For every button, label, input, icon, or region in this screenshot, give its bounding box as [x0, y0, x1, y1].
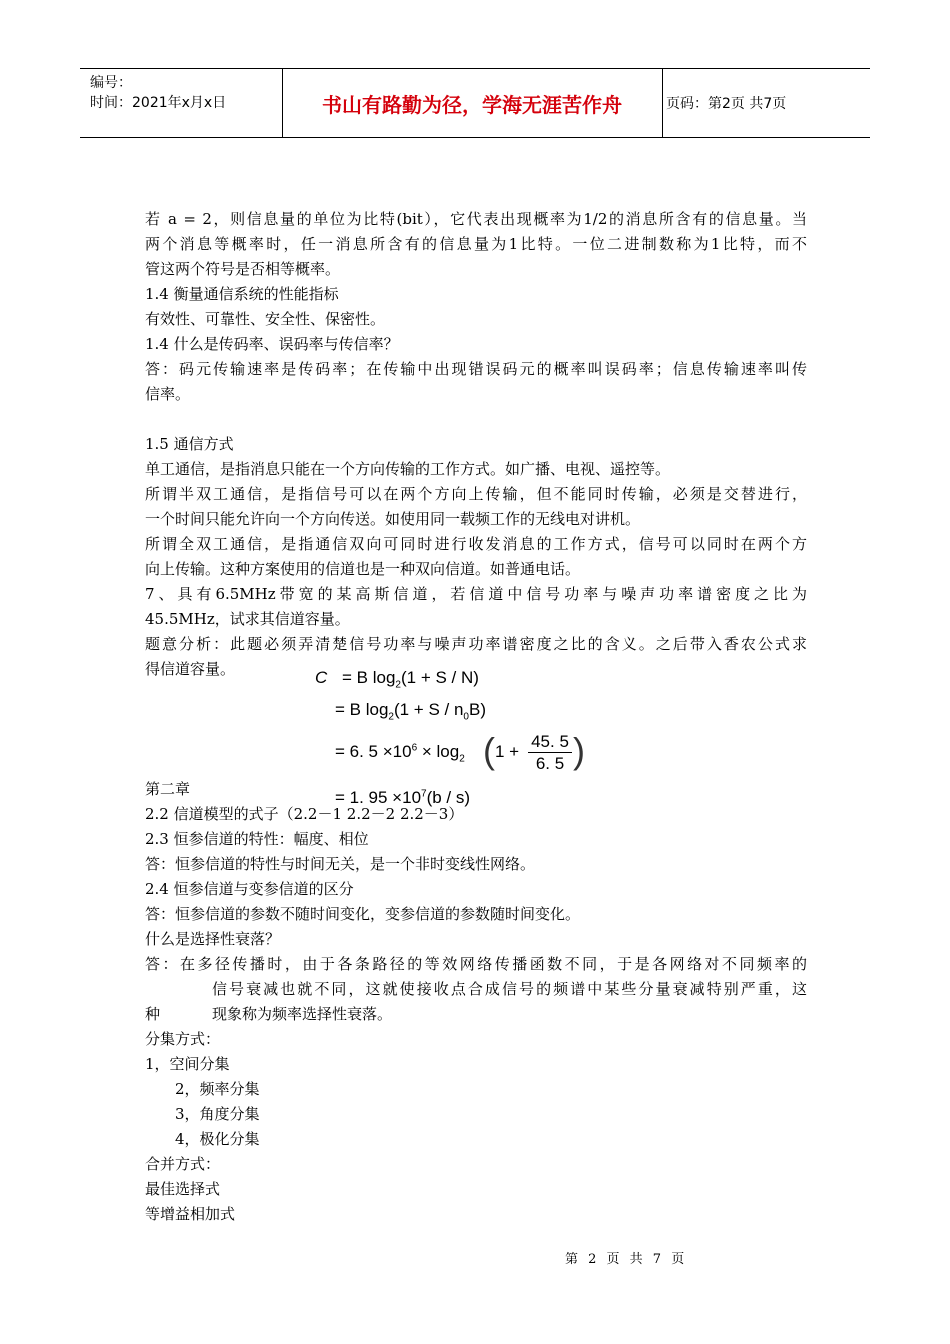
text-line: 有效性、可靠性、安全性、保密性。 [145, 310, 386, 328]
section-heading: 1.4 衡量通信系统的性能指标 [145, 285, 339, 303]
formula-term: = B log [335, 700, 389, 719]
section-heading: 分集方式： [145, 1030, 221, 1048]
header-motto: 书山有路勤为径，学海无涯苦作舟 [322, 92, 622, 117]
formula-one-plus: 1 + [495, 742, 520, 761]
formula-term: (b / s) [426, 788, 471, 807]
answer-line: 答：在多径传播时，由于各条路径的等效网络传播函数不同，于是各网络对不同频率的 [145, 955, 807, 973]
answer-line: 答：恒参信道的特性与时间无关，是一个非时变线性网络。 [145, 855, 536, 873]
formula-sub: 2 [395, 679, 401, 691]
chapter-heading: 第二章 [145, 780, 191, 798]
text-line: 一个时间只能允许向一个方向传送。如使用同一载频工作的无线电对讲机。 [145, 510, 641, 528]
question-heading: 什么是选择性衰落？ [145, 930, 281, 948]
time-label: 时间：2021年x月x日 [90, 95, 227, 111]
text-line: 两个消息等概率时，任一消息所含有的信息量为1比特。一位二进制数称为1比特，而不 [145, 235, 807, 253]
header-left-cell [90, 73, 226, 113]
problem-line: 45.5MHz，试求其信道容量。 [145, 610, 350, 628]
shannon-formula [315, 668, 635, 818]
formula-term: = B log [342, 668, 396, 687]
list-item: 2，频率分集 [175, 1080, 260, 1098]
section-heading: 2.3 恒参信道的特性：幅度、相位 [145, 830, 369, 848]
formula-row-4 [335, 788, 470, 808]
formula-term: (1 + S / n [393, 700, 464, 719]
list-item: 4，极化分集 [175, 1130, 260, 1148]
section-heading: 2.4 恒参信道与变参信道的区分 [145, 880, 354, 898]
formula-row-2 [335, 700, 486, 722]
answer-line-text: 现象称为频率选择性衰落。 [212, 1005, 393, 1023]
fraction-numerator: 45. 5 [528, 732, 572, 753]
answer-line [145, 1002, 807, 1027]
problem-line: 7、具有6.5MHz带宽的某高斯信道，若信道中信号功率与噪声功率谱密度之比为 [145, 585, 807, 603]
answer-line: 信率。 [145, 385, 191, 403]
answer-line: 答：码元传输速率是传码率；在传输中出现错误码元的概率叫误码率；信息传输速率叫传 [145, 360, 807, 378]
formula-sub: 0 [463, 711, 469, 723]
formula-row-1 [315, 668, 479, 690]
page-header [80, 68, 870, 138]
page-footer: 第 2 页 共 7 页 [565, 1252, 688, 1267]
list-item: 1，空间分集 [145, 1055, 230, 1073]
text-line: 所谓半双工通信，是指信号可以在两个方向上传输，但不能同时传输，必须是交替进行， [145, 485, 807, 503]
header-divider [662, 69, 663, 137]
section-heading: 合并方式： [145, 1155, 221, 1173]
formula-row-3 [335, 742, 465, 764]
analysis-line: 得信道容量。 [145, 660, 236, 678]
list-item: 最佳选择式 [145, 1180, 221, 1198]
formula-term: = 1. 95 ×10 [335, 788, 422, 807]
formula-term: × log [421, 742, 460, 761]
formula-exp: 7 [421, 788, 427, 800]
analysis-line: 题意分析：此题必须弄清楚信号功率与噪声功率谱密度之比的含义。之后带入香农公式求 [145, 635, 807, 653]
question-heading: 1.4 什么是传码率、误码率与传信率？ [145, 335, 399, 353]
answer-line-lead: 种 [145, 1005, 161, 1023]
formula-exp: 6 [411, 742, 418, 754]
section-heading: 2.2 信道模型的式子（2.2－1 2.2－2 2.2－3） [145, 805, 464, 823]
paren-right: ) [573, 730, 585, 771]
text-line: 所谓全双工通信，是指通信双向可同时进行收发消息的工作方式，信号可以同时在两个方 [145, 535, 807, 553]
formula-sub: 2 [388, 711, 394, 723]
text-line: 向上传输。这种方案使用的信道也是一种双向信道。如普通电话。 [145, 560, 581, 578]
answer-line: 答：恒参信道的参数不随时间变化，变参信道的参数随时间变化。 [145, 905, 581, 923]
fraction [528, 732, 572, 775]
fraction-denominator: 6. 5 [535, 754, 565, 773]
list-item: 等增益相加式 [145, 1205, 236, 1223]
blank-line [145, 407, 807, 432]
text-line: 单工通信，是指消息只能在一个方向传输的工作方式。如广播、电视、遥控等。 [145, 460, 671, 478]
number-label: 编号： [90, 75, 132, 91]
header-page-info: 页码：第2页 共7页 [666, 96, 787, 112]
formula-term: (1 + S / N) [400, 668, 479, 687]
text-line: 管这两个符号是否相等概率。 [145, 260, 341, 278]
list-item: 3，角度分集 [175, 1105, 260, 1123]
formula-term: = 6. 5 ×10 [335, 742, 412, 761]
answer-line: 信号衰减也就不同，这就使接收点合成信号的频谱中某些分量衰减特别严重，这 [212, 980, 807, 998]
paren-left: ( [483, 730, 495, 771]
formula-term: B) [468, 700, 486, 719]
formula-lhs: C [315, 668, 328, 687]
text-line: 若 a = 2，则信息量的单位为比特(bit），它代表出现概率为1/2的消息所含有的信息量。当 [145, 210, 807, 228]
formula-sub: 2 [459, 753, 465, 765]
section-heading: 1.5 通信方式 [145, 435, 234, 453]
